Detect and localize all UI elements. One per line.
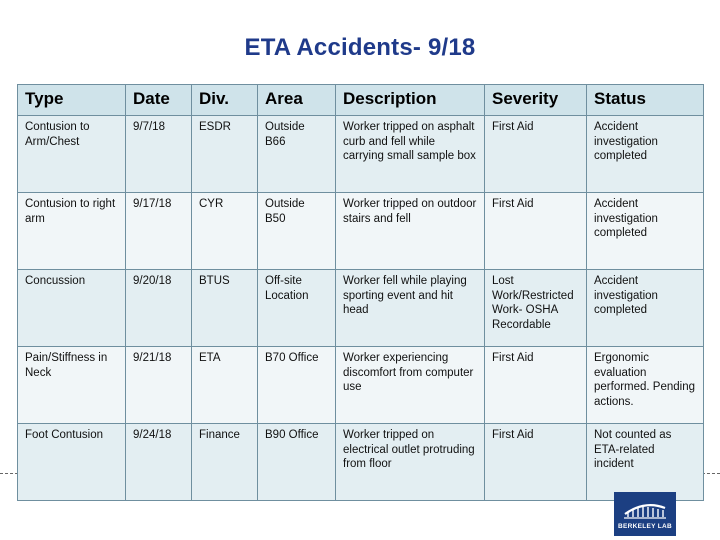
- cell-severity: First Aid: [485, 347, 587, 424]
- cell-date: 9/7/18: [126, 116, 192, 193]
- table-header-row: [18, 85, 704, 116]
- cell-status: Ergonomic evaluation performed. Pending actions.: [587, 347, 704, 424]
- table-row: [18, 347, 704, 424]
- cell-description: Worker tripped on asphalt curb and fell while carrying small sample box: [336, 116, 485, 193]
- cell-type: Concussion: [18, 270, 126, 347]
- cell-severity: First Aid: [485, 116, 587, 193]
- accidents-table: [17, 84, 704, 501]
- cell-area: Outside B50: [258, 193, 336, 270]
- cell-date: 9/17/18: [126, 193, 192, 270]
- berkeley-lab-logo: [614, 492, 676, 536]
- cell-description: Worker experiencing discomfort from computer use: [336, 347, 485, 424]
- cell-type: Foot Contusion: [18, 424, 126, 501]
- table-row: [18, 424, 704, 501]
- header-description: Description: [336, 85, 485, 116]
- page-title: ETA Accidents- 9/18: [244, 34, 476, 61]
- cell-date: 9/20/18: [126, 270, 192, 347]
- cell-area: B70 Office: [258, 347, 336, 424]
- header-date: Date: [126, 85, 192, 116]
- header-div: Div.: [192, 85, 258, 116]
- cell-date: 9/24/18: [126, 424, 192, 501]
- cell-div: ETA: [192, 347, 258, 424]
- logo-text: BERKELEY LAB: [617, 523, 673, 530]
- cell-div: Finance: [192, 424, 258, 501]
- cell-status: Not counted as ETA-related incident: [587, 424, 704, 501]
- cell-area: B90 Office: [258, 424, 336, 501]
- table-row: [18, 116, 704, 193]
- cell-div: CYR: [192, 193, 258, 270]
- cell-div: BTUS: [192, 270, 258, 347]
- cell-description: Worker tripped on outdoor stairs and fell: [336, 193, 485, 270]
- cell-area: Outside B66: [258, 116, 336, 193]
- cell-status: Accident investigation completed: [587, 116, 704, 193]
- header-type: Type: [18, 85, 126, 116]
- cell-date: 9/21/18: [126, 347, 192, 424]
- table-row: [18, 193, 704, 270]
- cell-severity: First Aid: [485, 424, 587, 501]
- cell-type: Contusion to Arm/Chest: [18, 116, 126, 193]
- cell-type: Pain/Stiffness in Neck: [18, 347, 126, 424]
- cell-status: Accident investigation completed: [587, 270, 704, 347]
- cell-type: Contusion to right arm: [18, 193, 126, 270]
- table-row: [18, 270, 704, 347]
- header-status: Status: [587, 85, 704, 116]
- cell-severity: Lost Work/Restricted Work- OSHA Recordable: [485, 270, 587, 347]
- cell-severity: First Aid: [485, 193, 587, 270]
- cell-status: Accident investigation completed: [587, 193, 704, 270]
- cell-description: Worker tripped on electrical outlet protruding from floor: [336, 424, 485, 501]
- header-severity: Severity: [485, 85, 587, 116]
- cell-div: ESDR: [192, 116, 258, 193]
- header-area: Area: [258, 85, 336, 116]
- lab-building-icon: [622, 498, 668, 520]
- cell-description: Worker fell while playing sporting event and hit head: [336, 270, 485, 347]
- cell-area: Off-site Location: [258, 270, 336, 347]
